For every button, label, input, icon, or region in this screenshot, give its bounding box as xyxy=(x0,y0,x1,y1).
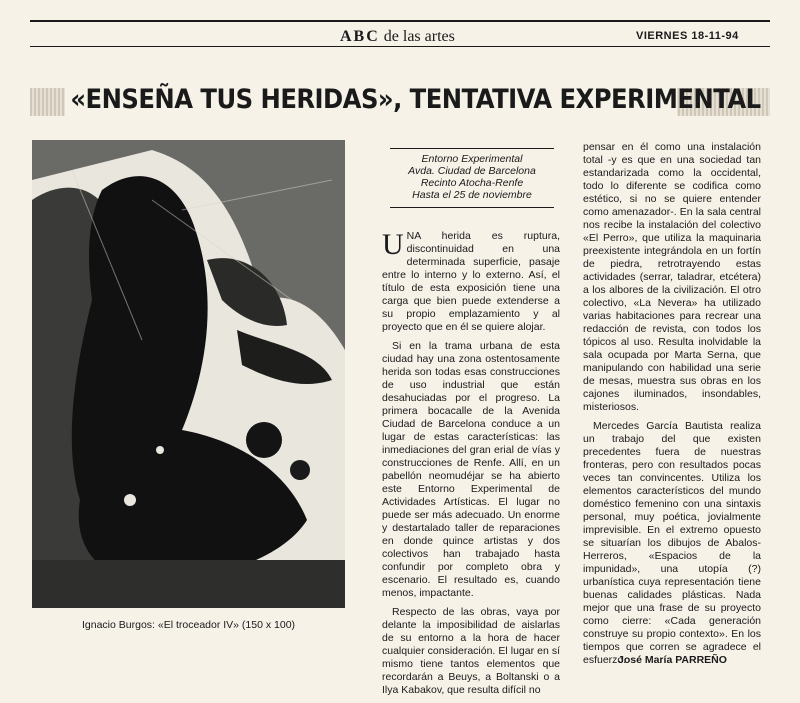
section-abc: ABC xyxy=(340,28,380,45)
artwork-image xyxy=(32,140,345,608)
exhibition-info-box xyxy=(390,148,554,208)
issue-date: VIERNES 18-11-94 xyxy=(636,30,739,42)
section-masthead xyxy=(340,28,455,46)
paragraph: Respecto de las obras, vaya por delante la imposibilidad de aislarlas de su entorno a la hora de hacer cualquier consideración. El lugar en sí mismo tiene tantos elementos que recordarán a Beuys, a Boltanski o a Ilya Kabakov, que resulta difícil no xyxy=(382,606,560,696)
info-line: Recinto Atocha-Renfe xyxy=(420,177,524,189)
paragraph: pensar en él como una instalación total -y es que en una sociedad tan estandarizada como la occidental, todo lo diferente se codifica como estético, si no se quiere entender como amenazador-. En la sala central nos recibe la instalación del colectivo «El Perro», que utiliza la maquinaria preexistente integrándola en un fortín de piedra, retrotrayendo estas actividades (serrar, taladrar, etcétera) a los albores de la civilización. El otro colectivo, «La Nevera» ha utilizado varias habitaciones para recrear una redacción de revista, con todos los tópicos al uso. Resulta inolvidable la sala ocupada por Marta Serna, que manipulando con habilidad una serie de mesas, muestra sus obras en los cajones iluminados, insondables, misteriosos. xyxy=(583,141,761,413)
article-column-1 xyxy=(382,230,560,703)
info-line: Entorno Experimental xyxy=(421,153,523,165)
paragraph: Mercedes García Bautista realiza un trabajo del que existen precedentes fuera de nuestras fronteras, pero con resultados pocas veces tan convincentes. Utiliza los elementos característicos del mundo doméstico femenino con una sintaxis personal, muy poética, jovialmente imprevisible. En el extremo opuesto se situarían los dibujos de Abalos-Herreros, «Espacios de la impunidad», una utopía (?) urbanística cuya representación tiene buenas calidades plásticas. Nada mejor que una frase de su proyecto como cierre: «Cada generación construye su propio contexto». En los tiempos que corren se agradece el esfuerzo. xyxy=(583,420,761,666)
photo-caption: Ignacio Burgos: «El troceador IV» (150 x 100) xyxy=(82,619,296,631)
header-bottom-rule xyxy=(30,46,770,47)
section-name: de las artes xyxy=(383,28,455,45)
paragraph-text: NA herida es ruptura, discontinuidad en una determinada superficie, pasaje entre lo interno y lo externo. Así, el título de esta exposición tiene una carga que bien puede extenderse a su propio emplazamiento y al proyecto que en él se quiere alojar. xyxy=(382,230,560,333)
article-column-2 xyxy=(583,141,761,673)
paragraph: Si en la trama urbana de esta ciudad hay una zona ostentosamente herida son todas esas construcciones de uso industrial que están desahuciadas por el progreso. La primera bocacalle de la Avenida Ciudad de Barcelona conduce a un lugar de estas características: las inmediaciones del gran erial de vías y construcciones de Renfe. Allí, en un pabellón neomudéjar se ha abierto este Entorno Experimental de Actividades Artísticas. El lugar no puede ser más adecuado. Un enorme y destartalado taller de reparaciones en donde quince artistas y dos colectivos han trabajado hasta confundir por completo obra y escenario. El resultado es, cuando menos, impactante. xyxy=(382,340,560,599)
paragraph xyxy=(382,230,560,334)
byline: José María PARREÑO xyxy=(618,654,727,666)
info-line: Hasta el 25 de noviembre xyxy=(412,189,532,201)
artwork-photo xyxy=(32,140,345,608)
drop-cap: U xyxy=(382,228,404,261)
header-top-rule xyxy=(30,20,770,22)
info-line: Avda. Ciudad de Barcelona xyxy=(408,165,536,177)
headline: «ENSEÑA TUS HERIDAS», TENTATIVA EXPERIMENTAL xyxy=(65,80,677,120)
